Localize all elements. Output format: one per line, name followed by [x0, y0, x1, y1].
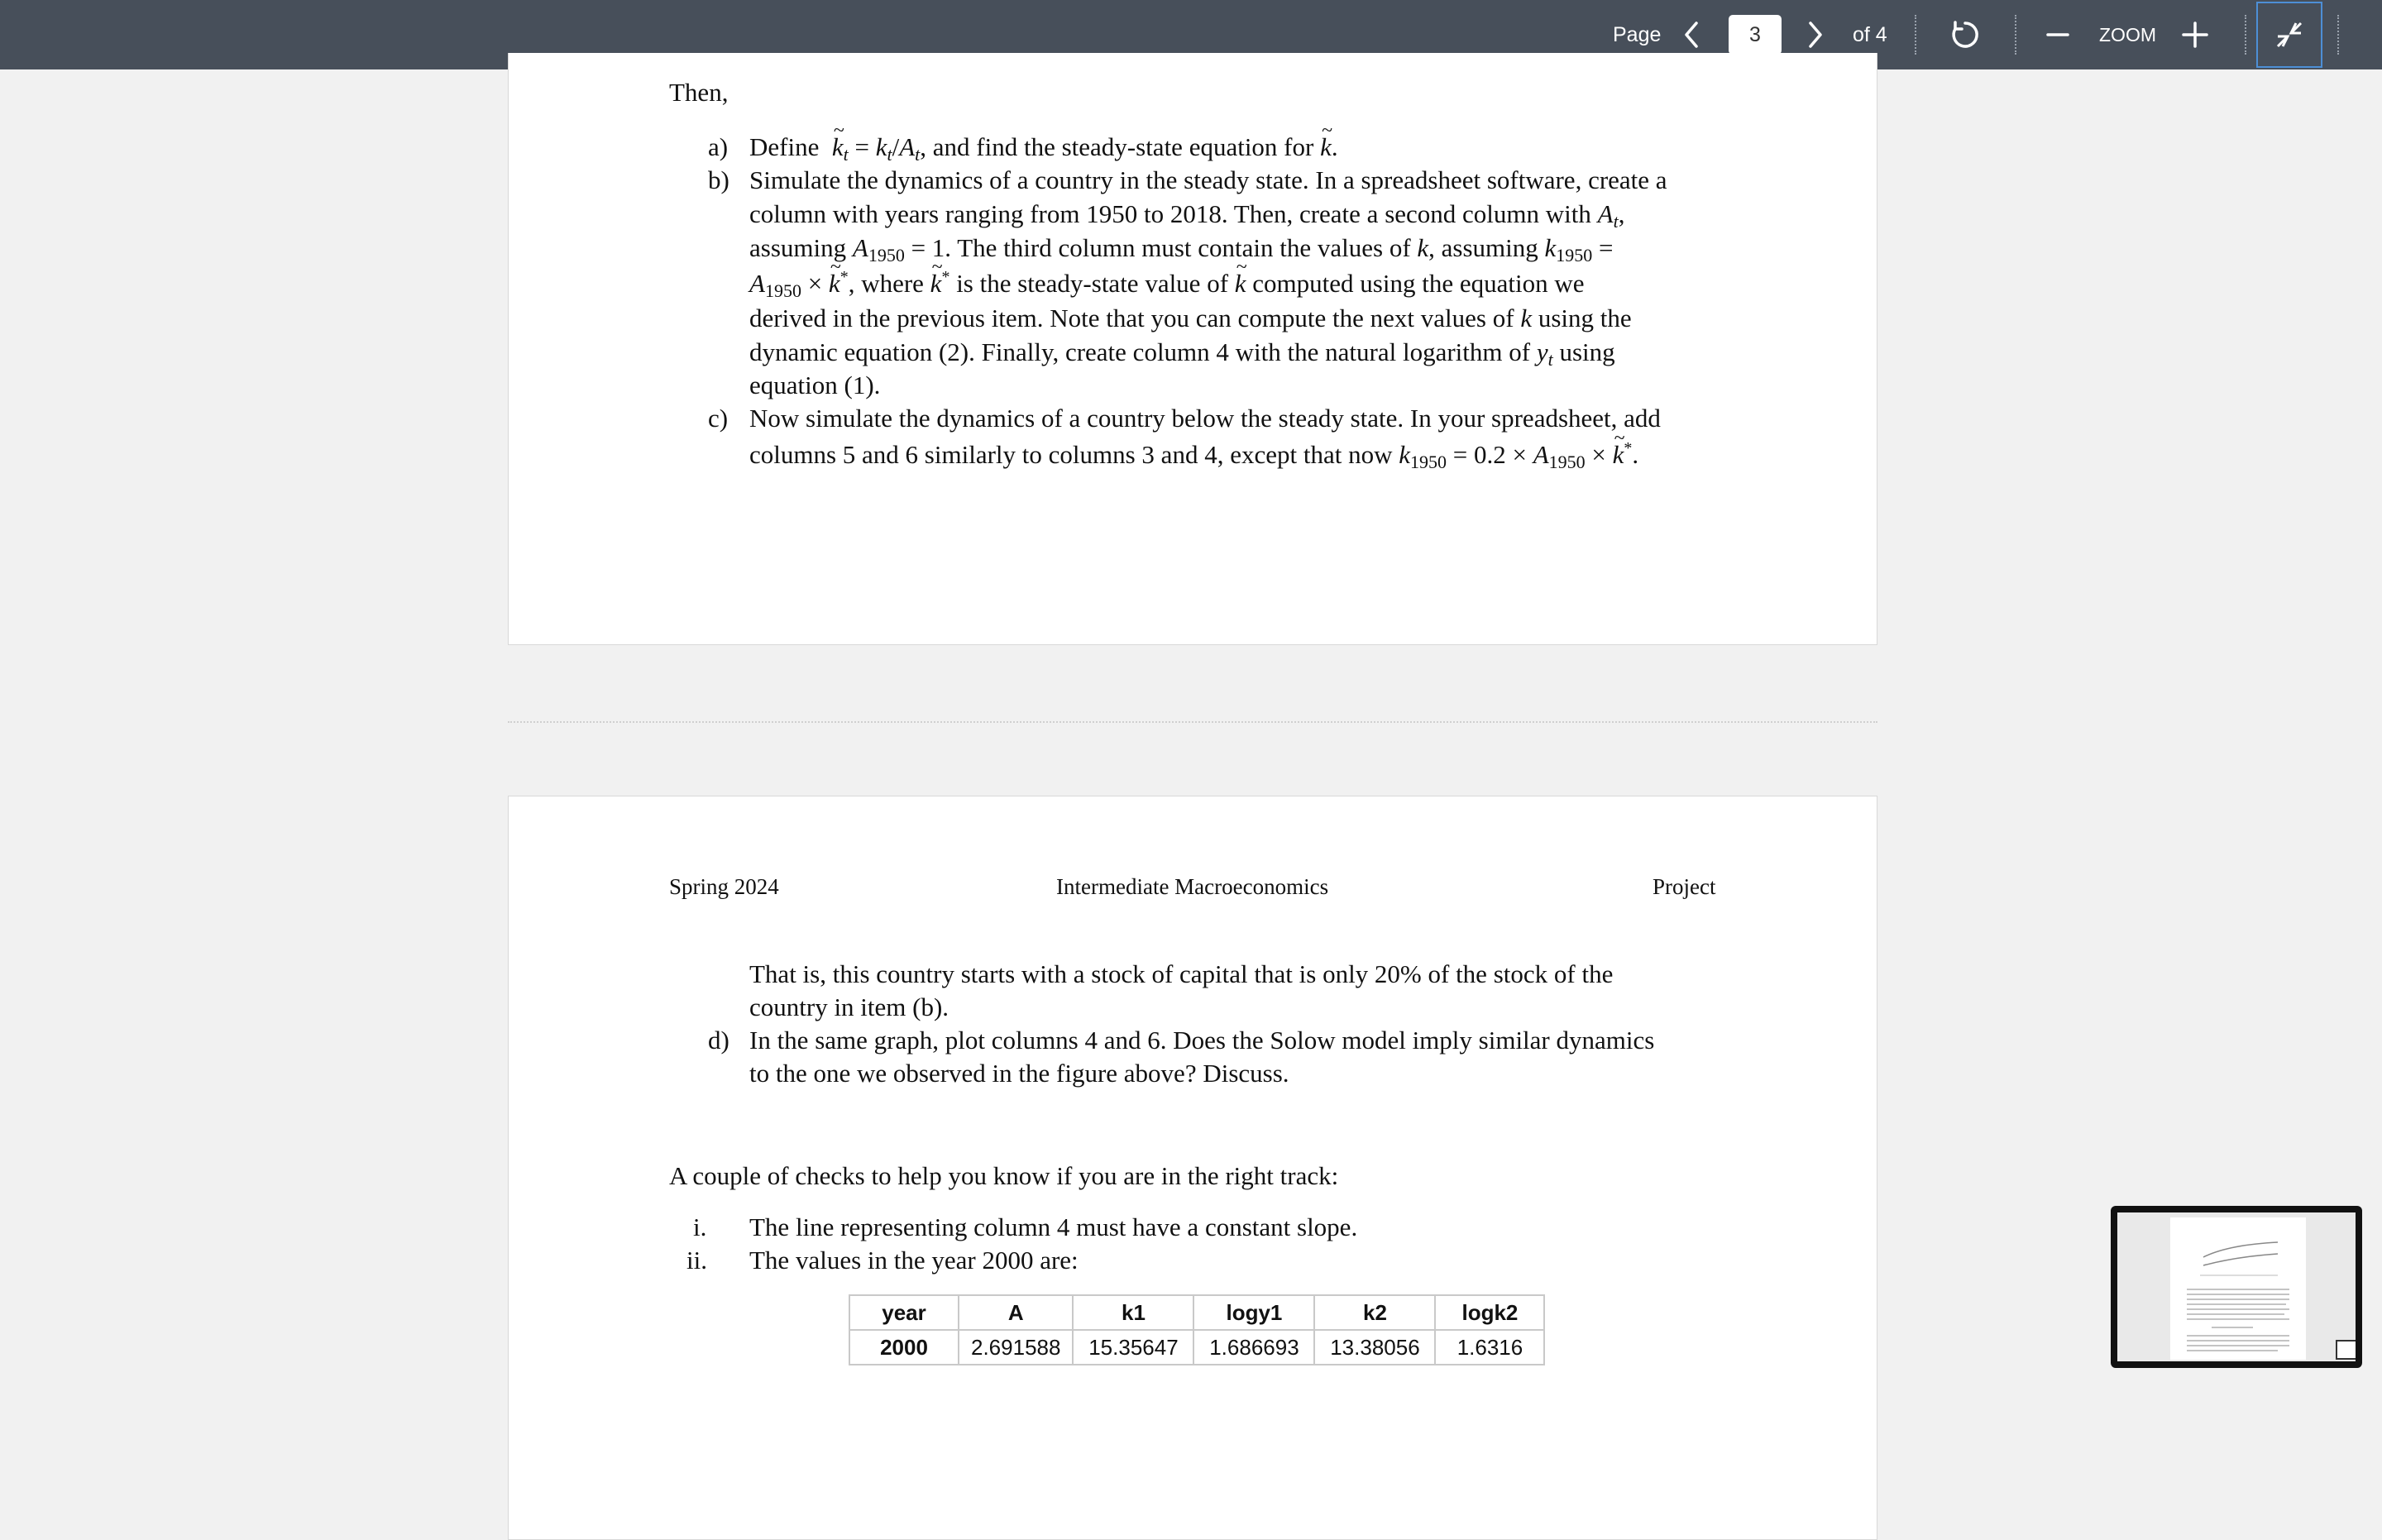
table-header-cell: logy1 — [1193, 1295, 1314, 1330]
item-b-line-1: Simulate the dynamics of a country in the steady state. In a spreadsheet software, create a — [749, 165, 1667, 194]
exit-fullscreen-icon[interactable] — [2256, 2, 2322, 68]
page-number-input[interactable] — [1729, 15, 1782, 55]
table-header-cell: year — [849, 1295, 959, 1330]
table-header-row — [849, 1295, 1544, 1330]
table-cell: 1.686693 — [1193, 1330, 1314, 1365]
table-cell: 13.38056 — [1314, 1330, 1435, 1365]
then-text: Then, — [669, 78, 729, 107]
item-d-line-2: to the one we observed in the figure above? Discuss. — [749, 1059, 1289, 1088]
page-count: of 4 — [1853, 22, 1887, 46]
page-label: Page — [1613, 22, 1662, 46]
table-cell: 15.35647 — [1073, 1330, 1193, 1365]
item-b-line-3: assuming $A_{1950} = 1$. The third column must contain the values of k, assuming $k_{1950}$ = — [749, 233, 1614, 265]
item-a-label: a) — [708, 132, 729, 161]
item-c-line-2: columns 5 and 6 similarly to columns 3 and 4, except that now $k_{1950} = 0.2 \times A_{1950}$ × ~ k*. — [749, 438, 1638, 471]
item-b-line-7: equation (1). — [749, 371, 881, 399]
table-header-cell: k1 — [1073, 1295, 1193, 1330]
item-c-line-1: Now simulate the dynamics of a country below the steady state. In your spreadsheet, add — [749, 404, 1661, 433]
year-2000-values-table — [849, 1294, 1545, 1365]
check-ii-label: ii. — [686, 1246, 707, 1275]
minus-icon[interactable] — [2033, 10, 2083, 60]
thumbnail-viewport-indicator[interactable] — [2336, 1340, 2356, 1360]
item-d-line-1: In the same graph, plot columns 4 and 6. Does the Solow model imply similar dynamics — [749, 1026, 1655, 1055]
page-separator — [508, 721, 1877, 723]
item-b-line-4: $A_{1950}$ × ~ k*, where ~ k* is the steady-state value of ~ k computed using the equation we — [749, 267, 1584, 300]
chevron-left-icon[interactable] — [1667, 10, 1717, 60]
toolbar-separator — [2015, 15, 2016, 55]
table-cell: 2000 — [849, 1330, 959, 1365]
item-a-text: Define ~ $k_t = k_t/A_t$, and find the steady-state equation for ~ k. — [749, 131, 1338, 164]
thumbnail-page — [2170, 1217, 2306, 1360]
plus-icon[interactable] — [2170, 10, 2220, 60]
item-b-line-5: derived in the previous item. Note that you can compute the next values of k using the — [749, 304, 1632, 332]
item-d-label: d) — [708, 1026, 729, 1055]
table-row — [849, 1330, 1544, 1365]
item-b-label: b) — [708, 165, 729, 194]
item-b-line-2: column with years ranging from 1950 to 2018. Then, create a second column with $A_t$, — [749, 199, 1625, 232]
table-header-cell: logk2 — [1435, 1295, 1544, 1330]
thumbnail-preview — [2170, 1217, 2306, 1360]
toolbar-separator — [1915, 15, 1916, 55]
header-right: Project — [1653, 874, 1716, 899]
check-ii-text: The values in the year 2000 are: — [749, 1246, 1079, 1275]
table-cell: 1.6316 — [1435, 1330, 1544, 1365]
header-left: Spring 2024 — [669, 874, 779, 899]
toolbar-separator — [2245, 15, 2246, 55]
item-b-line-6: dynamic equation (2). Finally, create column 4 with the natural logarithm of $y_t$ using — [749, 337, 1615, 370]
continued-line-2: country in item (b). — [749, 992, 949, 1021]
continued-line-1: That is, this country starts with a stock of capital that is only 20% of the stock of the — [749, 959, 1614, 988]
check-i-label: i. — [693, 1212, 707, 1241]
checks-intro: A couple of checks to help you know if you are in the right track: — [669, 1161, 1339, 1190]
item-c-label: c) — [708, 404, 729, 433]
table-cell: 2.691588 — [959, 1330, 1073, 1365]
table-header-cell: A — [959, 1295, 1073, 1330]
table-header-cell: k2 — [1314, 1295, 1435, 1330]
toolbar-separator — [2337, 15, 2339, 55]
page-thumbnail-navigator[interactable] — [2111, 1206, 2362, 1368]
zoom-label: ZOOM — [2099, 23, 2156, 45]
check-i-text: The line representing column 4 must have a constant slope. — [749, 1212, 1358, 1241]
header-center: Intermediate Macroeconomics — [1056, 874, 1329, 899]
rotate-icon[interactable] — [1940, 10, 1990, 60]
chevron-right-icon[interactable] — [1790, 10, 1839, 60]
thumbnail-canvas — [2117, 1212, 2356, 1361]
